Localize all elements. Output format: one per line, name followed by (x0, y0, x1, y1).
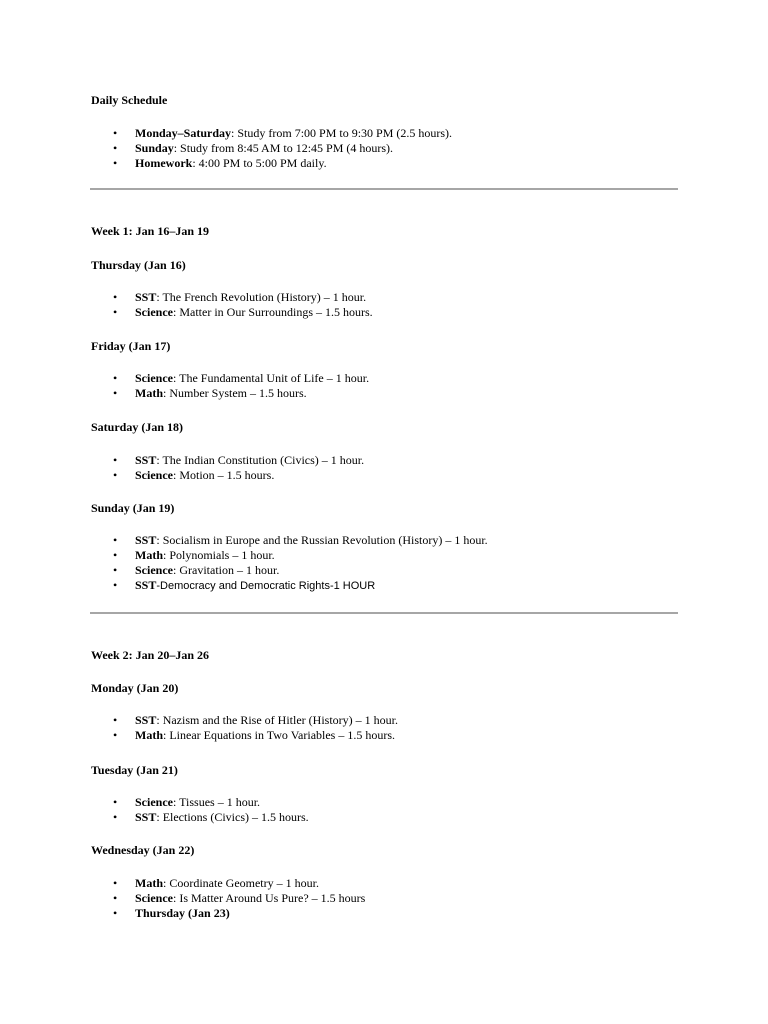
list-item (91, 305, 373, 320)
day-heading-wednesday-jan22: Wednesday (Jan 22) (91, 843, 195, 857)
list-item (91, 141, 452, 156)
list-item (91, 891, 365, 906)
list-item (91, 156, 452, 171)
list-item (91, 578, 488, 593)
item-label: Math (135, 728, 163, 742)
item-label: SST (135, 810, 157, 824)
day-heading-thursday-jan16: Thursday (Jan 16) (91, 258, 186, 272)
day-list (91, 453, 364, 483)
item-label: SST (135, 578, 157, 592)
item-label: Science (135, 795, 173, 809)
item-label: SST (135, 713, 157, 727)
item-label: Math (135, 386, 163, 400)
item-label: Science (135, 563, 173, 577)
list-item (91, 386, 369, 401)
list-item (91, 795, 309, 810)
item-label: Science (135, 371, 173, 385)
item-text: -Democracy and Democratic Rights-1 HOUR (156, 580, 376, 592)
list-item (91, 810, 309, 825)
item-text: : Elections (Civics) – 1.5 hours. (156, 810, 309, 824)
item-text: : Study from 7:00 PM to 9:30 PM (2.5 hours). (231, 126, 453, 140)
item-label: Math (135, 548, 163, 562)
item-text: : Coordinate Geometry – 1 hour. (163, 876, 319, 890)
daily-schedule-list (91, 126, 452, 171)
item-label: Sunday (135, 141, 174, 155)
list-item (91, 563, 488, 578)
item-label: SST (135, 453, 157, 467)
item-text: : Linear Equations in Two Variables – 1.5 hours. (163, 728, 396, 742)
list-item (91, 728, 398, 743)
day-heading-friday-jan17: Friday (Jan 17) (91, 339, 171, 353)
list-item (91, 548, 488, 563)
item-text: : Socialism in Europe and the Russian Revolution (History) – 1 hour. (156, 533, 488, 547)
list-item (91, 533, 488, 548)
item-text: : Matter in Our Surroundings – 1.5 hours. (173, 305, 373, 319)
item-text: : Motion – 1.5 hours. (173, 468, 275, 482)
item-label: Homework (135, 156, 193, 170)
week2-heading: Week 2: Jan 20–Jan 26 (91, 648, 210, 662)
item-text: : The Indian Constitution (Civics) – 1 hour. (156, 453, 365, 467)
item-text: : 4:00 PM to 5:00 PM daily. (192, 156, 327, 170)
item-text: : Gravitation – 1 hour. (173, 563, 280, 577)
item-label: SST (135, 533, 157, 547)
day-list (91, 371, 369, 401)
list-item (91, 713, 398, 728)
day-list (91, 290, 373, 320)
item-text: : Nazism and the Rise of Hitler (History) – 1 hour. (156, 713, 398, 727)
item-label: Science (135, 305, 173, 319)
day-heading-saturday-jan18: Saturday (Jan 18) (91, 420, 184, 434)
day-heading-tuesday-jan21: Tuesday (Jan 21) (91, 763, 178, 777)
day-list (91, 533, 488, 593)
list-item (91, 876, 365, 891)
item-text: : Is Matter Around Us Pure? – 1.5 hours (173, 891, 366, 905)
item-text: : The Fundamental Unit of Life – 1 hour. (173, 371, 370, 385)
list-item (91, 371, 369, 386)
day-list (91, 713, 398, 743)
daily-schedule-heading: Daily Schedule (91, 93, 168, 107)
item-text: : The French Revolution (History) – 1 hour. (156, 290, 367, 304)
list-item (91, 453, 364, 468)
week1-heading: Week 1: Jan 16–Jan 19 (91, 224, 210, 238)
list-item (91, 468, 364, 483)
item-label: Math (135, 876, 163, 890)
list-item (91, 906, 365, 921)
item-text: : Study from 8:45 AM to 12:45 PM (4 hours). (173, 141, 394, 155)
list-item (91, 290, 373, 305)
item-label: Science (135, 891, 173, 905)
item-label: SST (135, 290, 157, 304)
item-label: Monday–Saturday (135, 126, 232, 140)
item-text: : Number System – 1.5 hours. (163, 386, 307, 400)
item-text: : Tissues – 1 hour. (173, 795, 261, 809)
day-heading-monday-jan20: Monday (Jan 20) (91, 681, 179, 695)
item-text: : Polynomials – 1 hour. (163, 548, 275, 562)
item-label: Thursday (Jan 23) (135, 906, 230, 920)
day-list (91, 876, 365, 921)
day-list (91, 795, 309, 825)
day-heading-sunday-jan19: Sunday (Jan 19) (91, 501, 175, 515)
horizontal-rule (90, 612, 678, 614)
list-item (91, 126, 452, 141)
horizontal-rule (90, 188, 678, 190)
item-label: Science (135, 468, 173, 482)
